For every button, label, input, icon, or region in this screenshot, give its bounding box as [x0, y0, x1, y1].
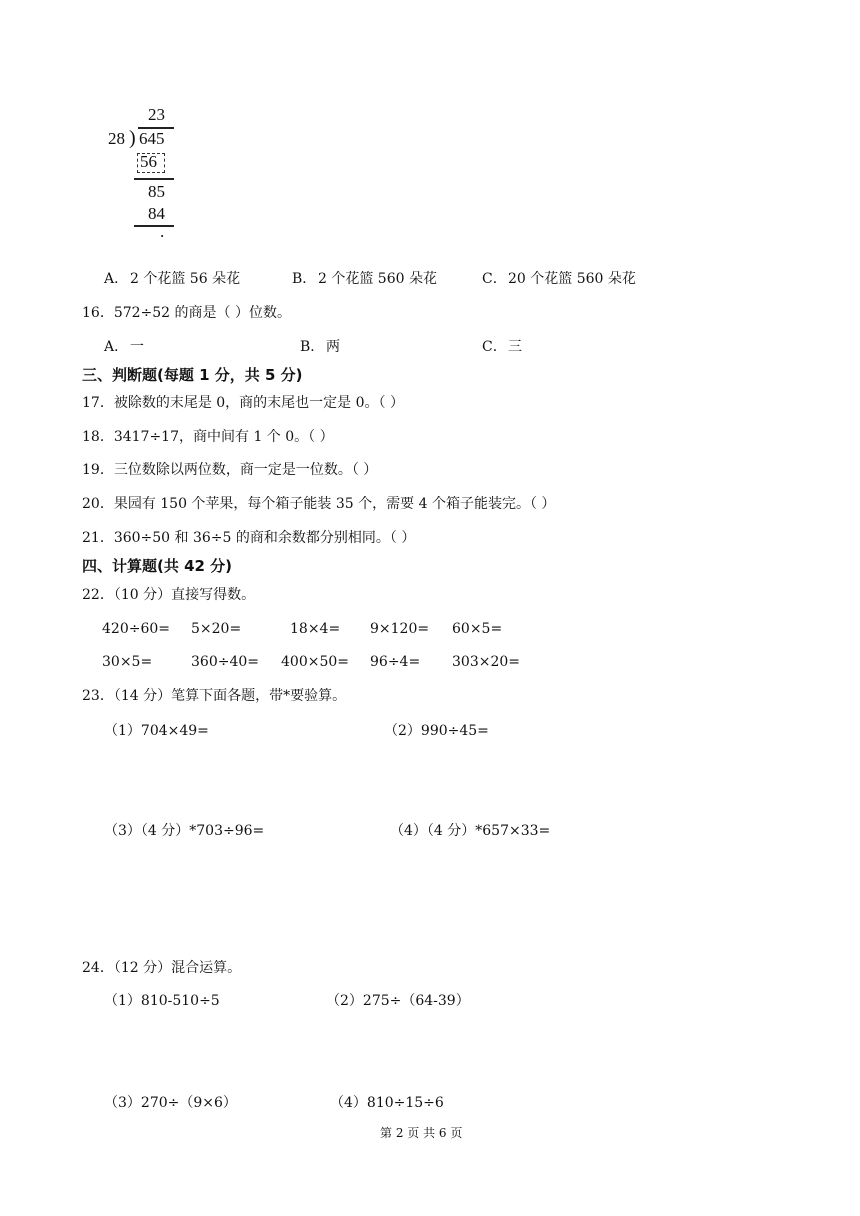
q23-stem: 23．（14 分）笔算下面各题，带*要验算。 [82, 688, 347, 704]
division-step1: 56 [140, 152, 157, 171]
division-bracket: ) [129, 127, 136, 149]
section3-heading: 三、判断题(每题 1 分，共 5 分) [82, 366, 303, 384]
judge-item-21: 21．360÷50 和 36÷5 的商和余数都分别相同。（ ） [82, 530, 416, 546]
q16-option-c-label: C． [482, 339, 507, 355]
q22-r1-c5: 60×5= [452, 621, 503, 637]
division-rule-2 [134, 225, 174, 227]
q16-option-c-text: 三 [508, 339, 522, 355]
q22-r2-c5: 303×20= [452, 654, 520, 670]
judge-item-19: 19．三位数除以两位数，商一定是一位数。（ ） [82, 462, 378, 478]
q24-stem: 24．（12 分）混合运算。 [82, 960, 242, 976]
division-remainder1: 85 [148, 182, 165, 201]
section4-heading: 四、计算题(共 42 分) [82, 557, 233, 575]
q16-stem: 16．572÷52 的商是（ ）位数。 [82, 305, 291, 321]
q22-r2-c2: 360÷40= [191, 654, 259, 670]
q22-r2-c3: 400×50= [281, 654, 349, 670]
q16-option-a-text: 一 [130, 339, 144, 355]
q22-r1-c4: 9×120= [370, 621, 430, 637]
option-a-text: 2 个花篮 56 朵花 [130, 271, 241, 287]
option-c-text: 20 个花篮 560 朵花 [508, 271, 636, 287]
q22-r1-c3: 18×4= [290, 621, 341, 637]
division-rule-1 [134, 178, 174, 180]
q16-option-b-text: 两 [326, 339, 340, 355]
q24-item-2: （2）275÷（64-39） [326, 993, 470, 1009]
q22-r1-c1: 420÷60= [102, 621, 170, 637]
q23-item-2: （2）990÷45= [384, 723, 489, 739]
option-b-label: B． [292, 271, 317, 287]
q22-r2-c4: 96÷4= [370, 654, 421, 670]
division-dividend: 645 [139, 129, 165, 148]
judge-item-20: 20．果园有 150 个苹果，每个箱子能装 35 个，需要 4 个箱子能装完。（ ） [82, 496, 556, 512]
q16-option-b-label: B． [300, 339, 325, 355]
page-footer: 第 2 页 共 6 页 [380, 1126, 463, 1140]
q23-item-4: （4）（4 分）*657×33= [390, 823, 551, 839]
q22-r2-c1: 30×5= [102, 654, 153, 670]
division-final-mark: . [160, 222, 165, 241]
judge-item-18: 18．3417÷17，商中间有 1 个 0。（ ） [82, 429, 334, 445]
division-divisor: 28 [108, 129, 125, 148]
judge-item-17: 17．被除数的末尾是 0，商的末尾也一定是 0。（ ） [82, 395, 404, 411]
q22-r1-c2: 5×20= [191, 621, 242, 637]
division-quotient: 23 [148, 105, 165, 124]
q24-item-1: （1）810-510÷5 [104, 993, 220, 1009]
q22-stem: 22．（10 分）直接写得数。 [82, 587, 256, 603]
option-b-text: 2 个花篮 560 朵花 [318, 271, 437, 287]
q24-item-4: （4）810÷15÷6 [330, 1095, 444, 1111]
q23-item-3: （3）（4 分）*703÷96= [104, 823, 265, 839]
option-c-label: C． [482, 271, 507, 287]
division-step2: 84 [148, 204, 165, 223]
q24-item-3: （3）270÷（9×6） [104, 1095, 237, 1111]
option-a-label: A． [104, 271, 129, 287]
q16-option-a-label: A． [104, 339, 129, 355]
q23-item-1: （1）704×49= [104, 723, 209, 739]
